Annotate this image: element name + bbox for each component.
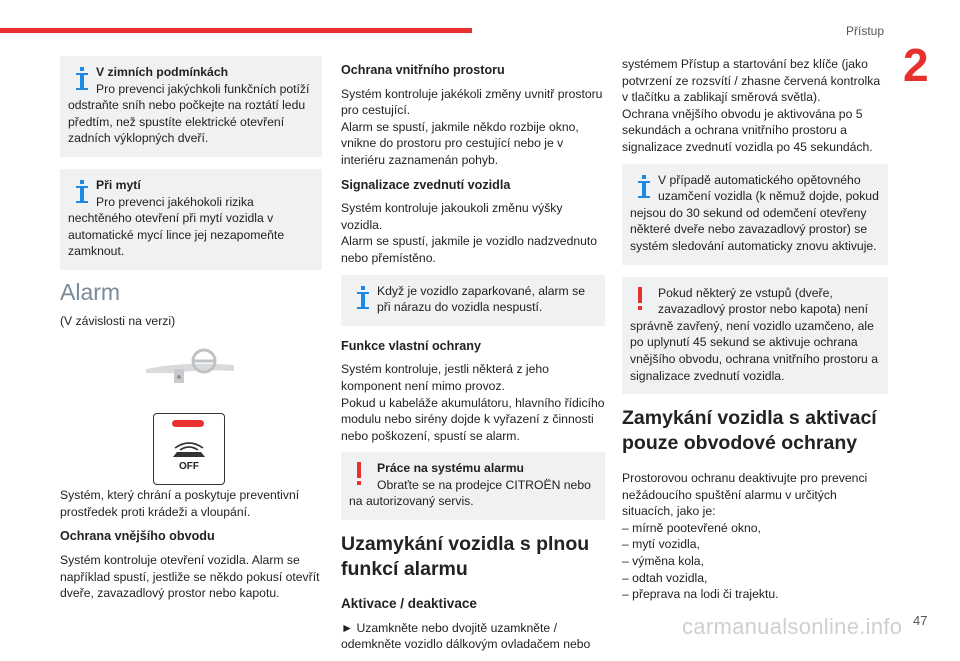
warning-box-heading: Práce na systému alarmu (377, 461, 525, 476)
list-item: – výměna kola, (622, 554, 704, 569)
info-box-relock (622, 164, 888, 265)
warning-box-text: na autorizovaný servis. (349, 494, 474, 509)
info-box-heading: Při mytí (96, 177, 141, 192)
warning-box-second-line: zavazadlový prostor nebo kapota) není (658, 302, 869, 317)
info-box-first-line: Pro prevenci jakéhokoli rizika (96, 194, 254, 209)
warning-box-entries (622, 277, 888, 395)
warning-box-service (341, 452, 605, 520)
info-box-text: nechtěného otevření při mytí vozidla v automatické mycí lince jej nezapomeňte zamknout. (68, 211, 285, 259)
warning-box-first-line: Obraťte se na prodejce CITROËN nebo (377, 477, 591, 492)
list-item: – přeprava na lodi či trajektu. (622, 587, 779, 602)
paragraph: systémem Přístup a startování bez klíče (jako potvrzení ze rozsvítí / zhasne červená kontrolka v tlačítku a zablikají směrová světla). (622, 57, 881, 105)
list-item: – odtah vozidla, (622, 570, 708, 585)
column-3 (622, 56, 888, 603)
paragraph: Pokud u kabeláže akumulátoru, hlavního řídicího modulu nebo sirény dojde k vyřazení z činnosti nebo poškození, spustí se alarm. (341, 395, 605, 443)
info-box-text: při nárazu do vozidla nespustí. (377, 300, 543, 315)
chapter-number: 2 (903, 39, 929, 91)
paragraph: Prostorovou ochranu deaktivujte pro prevenci nežádoucího spuštění alarmu v určitých situacích, jako je: (622, 471, 868, 519)
info-box-text: odstraňte sníh nebo počkejte na roztátí ledu předtím, než spustíte elektrické otevření zadních výklopných dveří. (68, 98, 306, 146)
version-note: (V závislosti na verzi) (60, 313, 176, 328)
column-1 (60, 56, 322, 610)
info-box-washing (60, 169, 322, 270)
list-item: – mytí vozidla, (622, 537, 700, 552)
steering-wheel-icon (146, 347, 236, 387)
warning-icon (355, 462, 363, 486)
info-box-first-line: Pro prevenci jakýchkoli funkčních potíží (96, 81, 310, 96)
paragraph: Alarm se spustí, jakmile někdo rozbije okno, vnikne do prostoru pro cestující nebo je v interiéru zaznamenán pohyb. (341, 119, 579, 167)
paragraph: Systém kontroluje otevření vozidla. Alarm se například spustí, jestliže se někdo pokusí otevřít dveře, zavazadlový prostor nebo kapotu. (60, 552, 320, 601)
heading-self-protection: Funkce vlastní ochrany (341, 338, 481, 353)
info-box-winter (60, 56, 322, 157)
page-number: 47 (913, 613, 928, 628)
info-box-parked (341, 275, 605, 326)
section-title: Přístup (846, 24, 885, 38)
paragraph: Systém kontroluje, jestli některá z jeho komponent není mimo provoz. (341, 362, 549, 393)
paragraph: Systém kontroluje jakékoli změny uvnitř prostoru pro cestující. (341, 86, 603, 118)
paragraph: ► Uzamkněte nebo dvojitě uzamkněte / odemkněte vozidlo dálkovým ovladačem nebo (341, 620, 591, 652)
info-box-first-line: Když je vozidlo zaparkované, alarm se (377, 283, 585, 298)
heading-full-alarm: Uzamykání vozidla s plnou funkcí alarmu (341, 533, 590, 581)
paragraph: Systém kontroluje jakoukoli změnu výšky vozidla. (341, 201, 563, 232)
paragraph: Systém, který chrání a poskytuje preventivní prostředek proti krádeži a vloupání. (60, 488, 300, 519)
heading-tilt: Signalizace zvednutí vozidla (341, 177, 511, 192)
info-box-second-line: uzamčení vozidla (k němuž dojde, pokud (658, 189, 879, 204)
paragraph: Ochrana vnějšího obvodu je aktivována po 5 sekundách a ochrana vnitřního prostoru a signalizace zvednutí vozidla po 45 sekundách. (622, 106, 873, 154)
heading-activation: Aktivace / deaktivace (341, 596, 477, 612)
header-accent-bar (0, 28, 472, 33)
heading-interior: Ochrana vnitřního prostoru (341, 63, 505, 77)
info-icon (353, 286, 375, 312)
red-indicator-light (172, 420, 204, 427)
paragraph: Alarm se spustí, jakmile je vozidlo nadzvednuto nebo přemístěno. (341, 234, 598, 265)
info-box-first-line: V případě automatického opětovného (658, 172, 861, 187)
alarm-off-button[interactable] (153, 413, 225, 485)
warning-icon (636, 287, 644, 311)
info-icon (72, 180, 94, 206)
dashboard-illustration (60, 337, 322, 487)
column-2 (341, 56, 605, 661)
info-box-text: nejsou do 30 sekund od odemčení otevřeny některé dveře nebo zavazadlový prostor) se systém sledování automaticky znovu aktivuje. (630, 205, 877, 253)
button-label: OFF (179, 461, 199, 473)
warning-box-first-line: Pokud některý ze vstupů (dveře, (658, 285, 833, 300)
car-alarm-icon (169, 440, 209, 460)
alarm-title: Alarm (60, 278, 121, 305)
info-icon (634, 175, 656, 201)
heading-exterior: Ochrana vnějšího obvodu (60, 529, 215, 544)
list-item: – mírně pootevřené okno, (622, 520, 761, 535)
heading-perimeter-only: Zamykání vozidla s aktivací pouze obvodové ochrany (622, 407, 877, 455)
info-box-heading: V zimních podmínkách (96, 65, 229, 79)
warning-box-text: správně zavřený, není vozidlo uzamčeno, ale po uplynutí 45 sekund se aktivuje ochrana vnějšího obvodu, ochrana vnitřního prostoru a signalizace zvednutí vozidla. (630, 318, 878, 383)
watermark: carmanualsonline.info (682, 614, 903, 639)
info-icon (72, 67, 94, 93)
